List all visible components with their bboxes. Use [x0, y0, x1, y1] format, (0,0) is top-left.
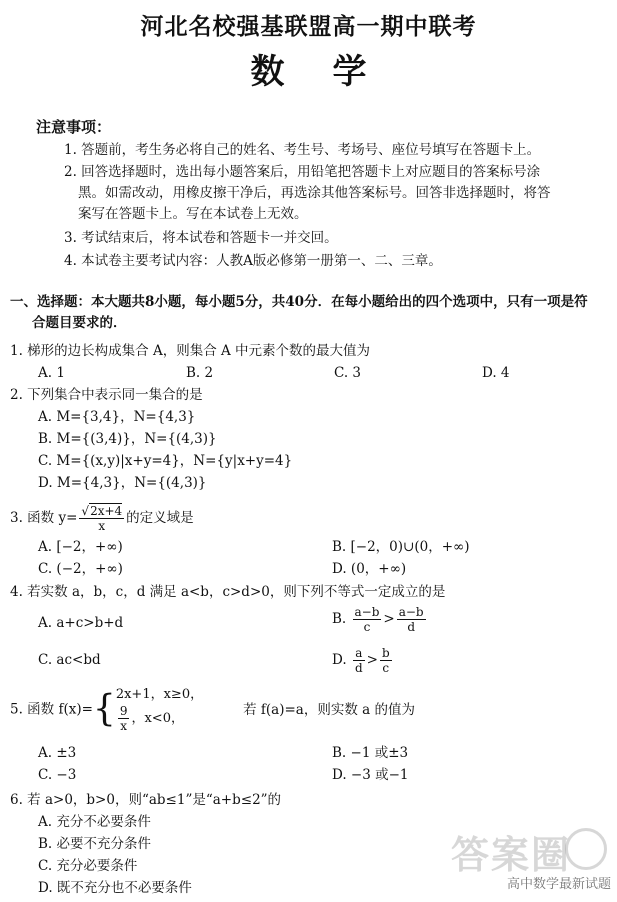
q4-option-a: A. a+c>b+d [38, 615, 124, 631]
q1-option-d: D. 4 [482, 365, 510, 381]
q5-option-c: C. −3 [38, 767, 77, 783]
q1-option-b: B. 2 [186, 365, 214, 381]
notice-item-2 [64, 162, 584, 225]
q3-option-a: A. [−2，+∞) [38, 539, 123, 555]
q6-option-d: D. 既不充分也不必要条件 [38, 880, 192, 896]
q4-b-frac-1: $\frac{a-b}{c}$ [354, 605, 380, 634]
q3-option-d: D. (0，+∞) [332, 561, 407, 577]
q3-denominator: x [98, 519, 106, 533]
q4-option-d-label: D. [332, 652, 347, 668]
q3-option-c: C. (−2，+∞) [38, 561, 123, 577]
watermark [411, 822, 611, 892]
exam-title: 河北名校强基联盟高一期中联考 [140, 13, 477, 40]
q1-option-c: C. 3 [334, 365, 362, 381]
q5-pieces [116, 686, 203, 733]
notice-item-2-line3: 案写在答题卡上。写在本试卷上无效。 [78, 206, 308, 222]
q2-option-d: D. M={4,3}，N={(4,3)} [38, 475, 207, 491]
q1-option-a: A. 1 [38, 365, 65, 381]
q5-piece-1: 2x+1，x≥0， [115, 687, 204, 702]
notice-item-2-line1: 2. 回答选择题时，选出每小题答案后，用铅笔把答题卡上对应题目的答案标号涂 [64, 164, 541, 180]
q5-option-b: B. −1 或±3 [332, 745, 409, 761]
q4-option-b-label: B. [332, 611, 347, 627]
q4-b-gt: > [383, 611, 395, 627]
q5-piece-2: $\frac{9}{x}$ ，x<0， [119, 704, 184, 733]
q4-option-c: C. ac<bd [38, 652, 101, 668]
watermark-circle-icon [565, 828, 607, 870]
watermark-logo-text: 答案圈 [450, 832, 571, 877]
notice-heading: 注意事项： [36, 118, 112, 136]
q6-option-c: C. 充分必要条件 [38, 858, 138, 874]
notice-item-4: 4. 本试卷主要考试内容：人教A版必修第一册第一、二、三章。 [64, 253, 442, 269]
q3-prefix: 3. 函数 y= [10, 510, 78, 526]
q6-option-a: A. 充分不必要条件 [38, 814, 151, 830]
exam-subject: 数学 [250, 52, 415, 92]
notice-item-1: 1. 答题前，考生务必将自己的姓名、考生号、考场号、座位号填写在答题卡上。 [64, 142, 541, 158]
q4-stem: 4. 若实数 a，b，c，d 满足 a<b，c>d>0，则下列不等式一定成立的是 [10, 584, 446, 600]
q4-d-frac-2: $\frac{b}{c}$ [381, 646, 390, 675]
section-line-1: 一、选择题：本大题共8小题，每小题5分，共40分．在每小题给出的四个选项中，只有一项是符 [10, 294, 588, 310]
q2-option-a: A. M={3,4}，N={4,3} [38, 409, 196, 425]
q3-option-b: B. [−2，0)∪(0，+∞) [332, 539, 470, 555]
q5-option-a: A. ±3 [38, 745, 77, 761]
q4-b-frac-2: $\frac{a-b}{d}$ [398, 605, 424, 634]
q4-d-frac-1: $\frac{a}{d}$ [354, 646, 363, 675]
q1-stem: 1. 梯形的边长构成集合 A，则集合 A 中元素个数的最大值为 [10, 343, 371, 359]
notice-item-2-line2: 黑。如需改动，用橡皮擦干净后，再选涂其他答案标号。回答非选择题时，将答 [78, 185, 551, 201]
section-heading [10, 292, 610, 334]
q5-prefix: 5. 函数 f(x)= [10, 701, 93, 718]
q2-option-b: B. M={(3,4)}，N={(4,3)} [38, 431, 217, 447]
q2-option-c: C. M={(x,y)|x+y=4}，N={y|x+y=4} [38, 453, 293, 469]
q3-fraction: $\frac{√2x+4}{x}$ [81, 504, 123, 533]
q5-suffix: 若 f(a)=a，则实数 a 的值为 [243, 701, 415, 718]
section-line-2: 合题目要求的． [32, 315, 127, 331]
q3-suffix: 的定义域是 [126, 510, 194, 526]
q4-d-gt: > [366, 652, 378, 668]
q5-option-d: D. −3 或−1 [332, 767, 409, 783]
q3-radicand: 2x+4 [90, 504, 123, 518]
q4-option-b [332, 605, 428, 634]
q6-option-b: B. 必要不充分条件 [38, 836, 152, 852]
q2-stem: 2. 下列集合中表示同一集合的是 [10, 387, 203, 403]
q5-brace: { [92, 688, 116, 730]
q6-stem: 6. 若 a>0，b>0，则“ab≤1”是“a+b≤2”的 [10, 792, 282, 808]
q4-option-d [332, 646, 394, 675]
watermark-caption: 高中数学最新试题 [506, 877, 611, 892]
q5-stem [10, 686, 415, 733]
notice-item-3: 3. 考试结束后，将本试卷和答题卡一并交回。 [64, 230, 338, 246]
q3-stem [10, 504, 194, 533]
